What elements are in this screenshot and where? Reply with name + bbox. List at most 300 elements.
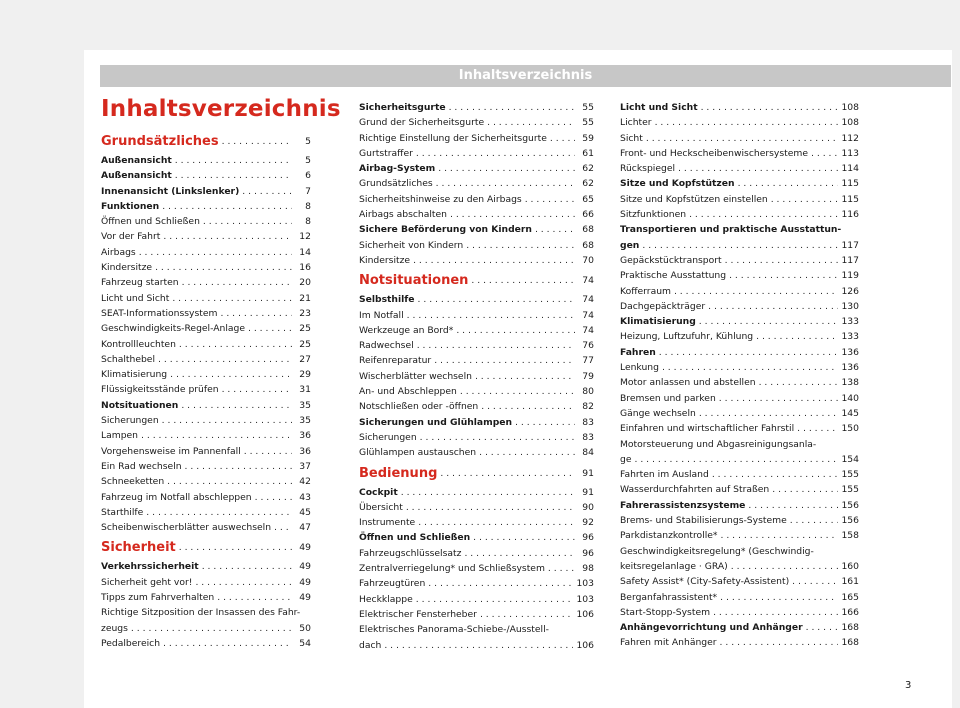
toc-entry[interactable] <box>620 513 859 528</box>
toc-leader-dots <box>729 268 838 283</box>
toc-page-number: 68 <box>582 239 594 251</box>
toc-entry-label: Schalthebel <box>101 353 156 365</box>
toc-leader-dots <box>158 352 292 367</box>
toc-entry[interactable] <box>620 329 859 344</box>
toc-entry-label: Vorgehensweise im Pannenfall <box>101 445 241 457</box>
toc-entry[interactable] <box>359 546 594 561</box>
toc-entry-label: Fahrerassistenzsysteme <box>620 499 746 511</box>
toc-page-number: 8 <box>305 200 311 212</box>
toc-entry-label: keitsregelanlage · GRA) <box>620 560 728 572</box>
toc-leader-dots <box>139 245 292 260</box>
toc-entry-label: Sicherheit geht vor! <box>101 576 193 588</box>
toc-page-number: 76 <box>582 340 594 352</box>
toc-entry[interactable] <box>620 115 859 130</box>
toc-section-heading[interactable] <box>359 272 594 290</box>
toc-leader-dots <box>466 238 575 253</box>
toc-entry[interactable] <box>359 323 594 338</box>
toc-entry-label: Selbsthilfe <box>359 294 415 306</box>
toc-entry-label: Airbags abschalten <box>359 209 447 221</box>
toc-entry[interactable] <box>101 621 311 636</box>
toc-page-number: 92 <box>582 517 594 529</box>
toc-entry[interactable] <box>620 146 859 161</box>
toc-entry-label: Funktionen <box>101 200 160 212</box>
toc-entry-label: Grundsätzliches <box>101 134 219 149</box>
toc-page-number: 25 <box>299 338 311 350</box>
toc-page-number: 158 <box>841 530 859 542</box>
toc-entry[interactable] <box>359 500 594 515</box>
toc-entry-line: Motorsteuerung und Abgasreinigungsanla- <box>620 438 817 450</box>
toc-page-number: 82 <box>582 401 594 413</box>
toc-page-number: 150 <box>841 423 859 435</box>
toc-entry[interactable] <box>359 238 594 253</box>
toc-entry[interactable] <box>359 369 594 384</box>
toc-entry[interactable] <box>620 253 859 268</box>
toc-leader-dots <box>162 199 292 214</box>
toc-page-number: 168 <box>841 622 859 634</box>
toc-leader-dots <box>535 222 575 237</box>
toc-page-number: 74 <box>582 324 594 336</box>
toc-entry[interactable] <box>101 459 311 474</box>
toc-leader-dots <box>416 146 575 161</box>
toc-entry[interactable] <box>101 337 311 352</box>
toc-leader-dots <box>487 115 575 130</box>
toc-entry[interactable] <box>620 360 859 375</box>
toc-page-number: 155 <box>841 484 859 496</box>
toc-entry[interactable] <box>101 229 311 244</box>
toc-page-number: 31 <box>299 384 311 396</box>
toc-entry-label: Außenansicht <box>101 155 172 166</box>
toc-leader-dots <box>699 406 839 421</box>
toc-page-number: 166 <box>841 606 859 618</box>
toc-entry-label: Gänge wechseln <box>620 407 696 419</box>
toc-leader-dots <box>646 131 839 146</box>
toc-entry[interactable] <box>620 467 859 482</box>
toc-entry[interactable] <box>620 574 859 589</box>
toc-entry[interactable] <box>101 590 311 605</box>
toc-page-number: 112 <box>841 132 859 144</box>
toc-page-number: 80 <box>582 386 594 398</box>
toc-entry-label: Lenkung <box>620 362 659 374</box>
toc-entry-line: Elektrisches Panorama-Schiebe-/Ausstell- <box>359 624 549 636</box>
toc-column-3 <box>620 100 859 651</box>
toc-entry[interactable] <box>620 559 859 574</box>
toc-entry-label: Starthilfe <box>101 506 144 518</box>
toc-page-number: 83 <box>582 431 594 443</box>
toc-entry-label: Sicherheit von Kindern <box>359 239 464 251</box>
toc-entry[interactable] <box>359 176 594 191</box>
toc-entry-label: Notschließen oder -öffnen <box>359 401 479 413</box>
toc-entry[interactable] <box>101 214 311 229</box>
toc-page-number: 136 <box>841 362 859 374</box>
toc-page-number: 55 <box>582 117 594 129</box>
toc-entry[interactable] <box>359 100 594 115</box>
toc-entry[interactable] <box>101 428 311 443</box>
toc-entry[interactable] <box>359 485 594 500</box>
toc-leader-dots <box>407 308 575 323</box>
toc-page-number: 62 <box>582 178 594 190</box>
toc-entry-label: Licht und Sicht <box>620 102 698 113</box>
toc-entry[interactable] <box>359 515 594 530</box>
toc-entry[interactable] <box>101 291 311 306</box>
toc-entry[interactable] <box>101 245 311 260</box>
toc-leader-dots <box>185 459 292 474</box>
toc-leader-dots <box>418 292 575 307</box>
toc-entry[interactable] <box>620 314 859 329</box>
toc-entry-label: Motor anlassen und abstellen <box>620 377 756 389</box>
toc-leader-dots <box>790 513 839 528</box>
toc-leader-dots <box>384 638 573 653</box>
toc-page-number: 7 <box>305 185 311 197</box>
toc-page-number: 108 <box>841 102 859 113</box>
toc-entry[interactable] <box>101 306 311 321</box>
toc-leader-dots <box>719 391 839 406</box>
toc-leader-dots <box>479 445 575 460</box>
toc-entry-label: Schneeketten <box>101 476 165 488</box>
toc-leader-dots <box>475 369 575 384</box>
toc-page-number: 96 <box>582 532 594 544</box>
toc-page-number: 115 <box>841 178 859 190</box>
toc-leader-dots <box>712 467 839 482</box>
toc-entry[interactable] <box>620 482 859 497</box>
toc-entry-line: Geschwindigkeitsregelung* (Geschwindig- <box>620 545 814 557</box>
toc-entry-label: Fahrzeugschlüsselsatz <box>359 547 462 559</box>
toc-entry-label: Innenansicht (Linkslenker) <box>101 185 240 197</box>
toc-entry[interactable] <box>101 559 311 574</box>
toc-entry[interactable] <box>359 638 594 653</box>
toc-leader-dots <box>480 607 574 622</box>
toc-leader-dots <box>420 430 575 445</box>
toc-entry[interactable] <box>101 575 311 590</box>
toc-leader-dots <box>674 284 838 299</box>
toc-leader-dots <box>436 176 575 191</box>
toc-page-number: 29 <box>299 369 311 381</box>
toc-leader-dots <box>163 229 292 244</box>
toc-entry[interactable] <box>620 284 859 299</box>
toc-leader-dots <box>642 238 838 253</box>
toc-entry[interactable] <box>359 384 594 399</box>
toc-leader-dots <box>179 539 292 557</box>
toc-entry[interactable] <box>101 474 311 489</box>
toc-page-number: 25 <box>299 323 311 335</box>
toc-entry[interactable] <box>620 605 859 620</box>
toc-section-heading[interactable] <box>359 465 594 483</box>
toc-page-number: 74 <box>582 294 594 306</box>
toc-entry[interactable] <box>359 445 594 460</box>
toc-leader-dots <box>772 482 838 497</box>
toc-page-number: 5 <box>305 155 311 166</box>
toc-page-number: 103 <box>576 593 594 605</box>
toc-page-number: 74 <box>582 309 594 321</box>
toc-entry[interactable] <box>620 620 859 635</box>
toc-entry-label: Zentralverriegelung* und Schließsystem <box>359 563 545 575</box>
toc-page-number: 117 <box>841 239 859 251</box>
toc-page-number: 130 <box>841 300 859 312</box>
toc-entry-label: Notsituationen <box>359 273 469 289</box>
toc-page-number: 23 <box>299 307 311 319</box>
toc-leader-dots <box>167 474 292 489</box>
toc-leader-dots <box>182 275 292 290</box>
toc-leader-dots <box>170 367 292 382</box>
toc-entry[interactable] <box>620 498 859 513</box>
toc-entry-label: Vor der Fahrt <box>101 231 161 243</box>
toc-entry-label: Scheibenwischerblätter auswechseln <box>101 522 272 534</box>
toc-leader-dots <box>450 207 575 222</box>
toc-entry-label: Werkzeuge an Bord* <box>359 324 454 336</box>
toc-page-number: 155 <box>841 469 859 481</box>
toc-section-heading[interactable] <box>101 133 311 151</box>
toc-page-number: 54 <box>299 637 311 649</box>
toc-page-number: 90 <box>582 501 594 513</box>
toc-leader-dots <box>725 253 839 268</box>
toc-entry-line: Transportieren und praktische Ausstattun- <box>620 224 842 236</box>
toc-page-number: 154 <box>841 453 859 465</box>
toc-entry-label: Heizung, Luftzufuhr, Kühlung <box>620 331 754 343</box>
toc-entry[interactable] <box>359 308 594 323</box>
toc-entry-label: Fahrzeug im Notfall abschleppen <box>101 491 252 503</box>
toc-entry[interactable] <box>359 115 594 130</box>
toc-entry[interactable] <box>101 275 311 290</box>
toc-entry[interactable] <box>620 161 859 176</box>
toc-entry[interactable] <box>101 260 311 275</box>
toc-leader-dots <box>434 353 575 368</box>
toc-entry[interactable] <box>620 528 859 543</box>
toc-entry-label: Sitzfunktionen <box>620 209 687 221</box>
toc-entry-label: Übersicht <box>359 501 403 513</box>
toc-leader-dots <box>699 314 839 329</box>
toc-leader-dots <box>146 505 292 520</box>
toc-entry[interactable] <box>620 131 859 146</box>
toc-leader-dots <box>203 214 292 229</box>
toc-entry[interactable] <box>101 398 311 413</box>
toc-entry[interactable] <box>620 375 859 390</box>
toc-entry-label: Kindersitze <box>359 254 411 266</box>
toc-entry-label: Start-Stopp-System <box>620 606 711 618</box>
toc-leader-dots <box>440 465 575 483</box>
toc-entry-label: Berganfahrassistent* <box>620 591 718 603</box>
toc-entry[interactable] <box>101 636 311 651</box>
toc-page-number: 156 <box>841 499 859 511</box>
toc-entry-label: Sitze und Kopfstützen einstellen <box>620 193 768 205</box>
toc-entry[interactable] <box>101 505 311 520</box>
toc-entry[interactable] <box>101 490 311 505</box>
toc-entry[interactable] <box>620 452 859 467</box>
toc-page-number: 14 <box>299 246 311 258</box>
toc-entry[interactable] <box>101 153 311 168</box>
toc-entry[interactable] <box>620 192 859 207</box>
toc-entry-label: Instrumente <box>359 517 416 529</box>
toc-entry[interactable] <box>359 222 594 237</box>
toc-entry[interactable] <box>620 635 859 650</box>
toc-entry[interactable] <box>101 321 311 336</box>
toc-page-number: 106 <box>576 639 594 651</box>
toc-page-number: 70 <box>582 254 594 266</box>
toc-leader-dots <box>406 500 575 515</box>
toc-entry-label: Fahrzeug starten <box>101 277 179 289</box>
toc-page-number: 49 <box>299 561 311 573</box>
toc-entry-label: Sicherungen <box>359 431 417 443</box>
toc-entry[interactable] <box>620 590 859 605</box>
toc-leader-dots <box>244 444 292 459</box>
toc-entry[interactable] <box>359 131 594 146</box>
toc-page-number: 91 <box>582 467 594 479</box>
toc-leader-dots <box>195 575 292 590</box>
toc-entry[interactable] <box>620 406 859 421</box>
toc-entry[interactable] <box>359 161 594 176</box>
toc-entry[interactable] <box>620 391 859 406</box>
toc-column-1 <box>101 133 311 651</box>
toc-entry[interactable] <box>359 430 594 445</box>
toc-entry-label: Bedienung <box>359 465 438 481</box>
toc-entry-label: Öffnen und Schließen <box>101 216 200 228</box>
toc-entry[interactable] <box>620 299 859 314</box>
toc-leader-dots <box>464 546 575 561</box>
toc-entry-label: Praktische Ausstattung <box>620 270 727 282</box>
toc-entry[interactable] <box>101 352 311 367</box>
toc-entry-label: Cockpit <box>359 486 398 498</box>
toc-entry[interactable] <box>101 382 311 397</box>
toc-entry-label: Geschwindigkeits-Regel-Anlage <box>101 323 245 335</box>
toc-entry-label: Front- und Heckscheibenwischersysteme <box>620 147 809 159</box>
toc-entry[interactable] <box>620 345 859 360</box>
toc-entry[interactable] <box>359 576 594 591</box>
toc-entry[interactable] <box>620 176 859 191</box>
toc-page-number: 8 <box>305 216 311 228</box>
toc-entry[interactable] <box>359 292 594 307</box>
toc-leader-dots <box>659 345 839 360</box>
toc-page-number: 168 <box>841 637 859 649</box>
toc-page-number: 16 <box>299 262 311 274</box>
toc-page-number: 55 <box>582 102 594 113</box>
toc-entry[interactable] <box>359 592 594 607</box>
toc-entry-label: SEAT-Informationssystem <box>101 307 218 319</box>
toc-entry-label: Sicherheitshinweise zu den Airbags <box>359 193 522 205</box>
toc-leader-dots <box>525 192 575 207</box>
toc-page-number: 96 <box>582 547 594 559</box>
toc-entry-label: dach <box>359 639 382 651</box>
toc-leader-dots <box>131 621 292 636</box>
toc-entry-label: Sichere Beförderung von Kindern <box>359 224 532 236</box>
toc-page-number: 160 <box>841 560 859 572</box>
toc-page-number: 136 <box>841 346 859 358</box>
toc-page-number: 21 <box>299 292 311 304</box>
toc-entry-label: Safety Assist* (City-Safety-Assistent) <box>620 576 790 588</box>
toc-entry-label: Fahren <box>620 346 656 358</box>
toc-leader-dots <box>797 421 838 436</box>
toc-entry[interactable] <box>101 367 311 382</box>
toc-entry[interactable] <box>620 421 859 436</box>
toc-entry-label: An- und Abschleppen <box>359 386 457 398</box>
toc-entry-line: Richtige Sitzposition der Insassen des Fahr- <box>101 607 301 619</box>
toc-page-number: 59 <box>582 132 594 144</box>
toc-entry-label: Bremsen und parken <box>620 392 716 404</box>
toc-entry-label: Kofferraum <box>620 285 671 297</box>
toc-entry[interactable] <box>359 530 594 545</box>
toc-leader-dots <box>662 360 839 375</box>
toc-leader-dots <box>202 559 292 574</box>
toc-entry[interactable] <box>359 192 594 207</box>
toc-leader-dots <box>720 635 839 650</box>
toc-page-number: 119 <box>841 270 859 282</box>
toc-entry[interactable] <box>359 253 594 268</box>
toc-page-number: 84 <box>582 447 594 459</box>
toc-entry[interactable] <box>620 100 859 115</box>
toc-leader-dots <box>172 291 292 306</box>
toc-entry-label: Brems- und Stabilisierungs-Systeme <box>620 515 787 527</box>
toc-section-heading[interactable] <box>101 539 311 557</box>
toc-entry[interactable] <box>359 607 594 622</box>
toc-entry-label: Sitze und Kopfstützen <box>620 178 735 190</box>
toc-page-number: 47 <box>299 522 311 534</box>
toc-page-number: 36 <box>299 445 311 457</box>
toc-entry[interactable] <box>101 444 311 459</box>
toc-page-number: 77 <box>582 355 594 367</box>
toc-leader-dots <box>473 530 575 545</box>
toc-leader-dots <box>756 329 838 344</box>
toc-entry[interactable] <box>359 415 594 430</box>
toc-leader-dots <box>255 490 292 505</box>
toc-leader-dots <box>689 207 838 222</box>
toc-leader-dots <box>708 299 838 314</box>
toc-page-number: 61 <box>582 147 594 159</box>
toc-page-number: 116 <box>841 209 859 221</box>
toc-entry-label: Fahrzeugtüren <box>359 578 426 590</box>
toc-page-number: 12 <box>299 231 311 243</box>
toc-page-number: 37 <box>299 460 311 472</box>
toc-entry-label: Heckklappe <box>359 593 413 605</box>
toc-leader-dots <box>721 528 839 543</box>
toc-entry-label: Im Notfall <box>359 309 404 321</box>
toc-entry[interactable] <box>101 413 311 428</box>
toc-page-number: 35 <box>299 399 311 411</box>
toc-entry[interactable] <box>620 268 859 283</box>
toc-page-number: 66 <box>582 209 594 221</box>
toc-leader-dots <box>678 161 838 176</box>
toc-page-number: 140 <box>841 392 859 404</box>
toc-entry[interactable] <box>359 146 594 161</box>
toc-entry-label: Glühlampen austauschen <box>359 447 477 459</box>
toc-entry[interactable] <box>101 184 311 199</box>
toc-leader-dots <box>416 592 574 607</box>
toc-entry-label: Sicherheit <box>101 540 176 556</box>
toc-entry[interactable] <box>620 207 859 222</box>
toc-leader-dots <box>456 323 575 338</box>
toc-entry[interactable] <box>359 561 594 576</box>
toc-page-number: 115 <box>841 193 859 205</box>
toc-page-number: 133 <box>841 331 859 343</box>
toc-leader-dots <box>438 161 575 176</box>
toc-leader-dots <box>179 337 292 352</box>
toc-entry-label: Radwechsel <box>359 340 414 352</box>
toc-leader-dots <box>217 590 292 605</box>
toc-entry-label: Fahren mit Anhänger <box>620 637 717 649</box>
toc-leader-dots <box>811 146 838 161</box>
toc-entry[interactable] <box>101 520 311 535</box>
toc-entry[interactable] <box>359 207 594 222</box>
toc-entry[interactable] <box>101 199 311 214</box>
toc-entry[interactable] <box>620 238 859 253</box>
toc-entry-label: Licht und Sicht <box>101 292 170 304</box>
toc-entry-label: Anhängevorrichtung und Anhänger <box>620 622 803 634</box>
toc-entry-label: Wischerblätter wechseln <box>359 370 472 382</box>
toc-entry[interactable] <box>359 338 594 353</box>
toc-entry-label: Gurtstraffer <box>359 147 413 159</box>
toc-page-number: 165 <box>841 591 859 603</box>
toc-entry[interactable] <box>101 168 311 183</box>
toc-page-number: 49 <box>299 592 311 604</box>
toc-entry[interactable] <box>359 353 594 368</box>
toc-entry[interactable] <box>359 399 594 414</box>
toc-entry-label: Gepäckstücktransport <box>620 254 722 266</box>
